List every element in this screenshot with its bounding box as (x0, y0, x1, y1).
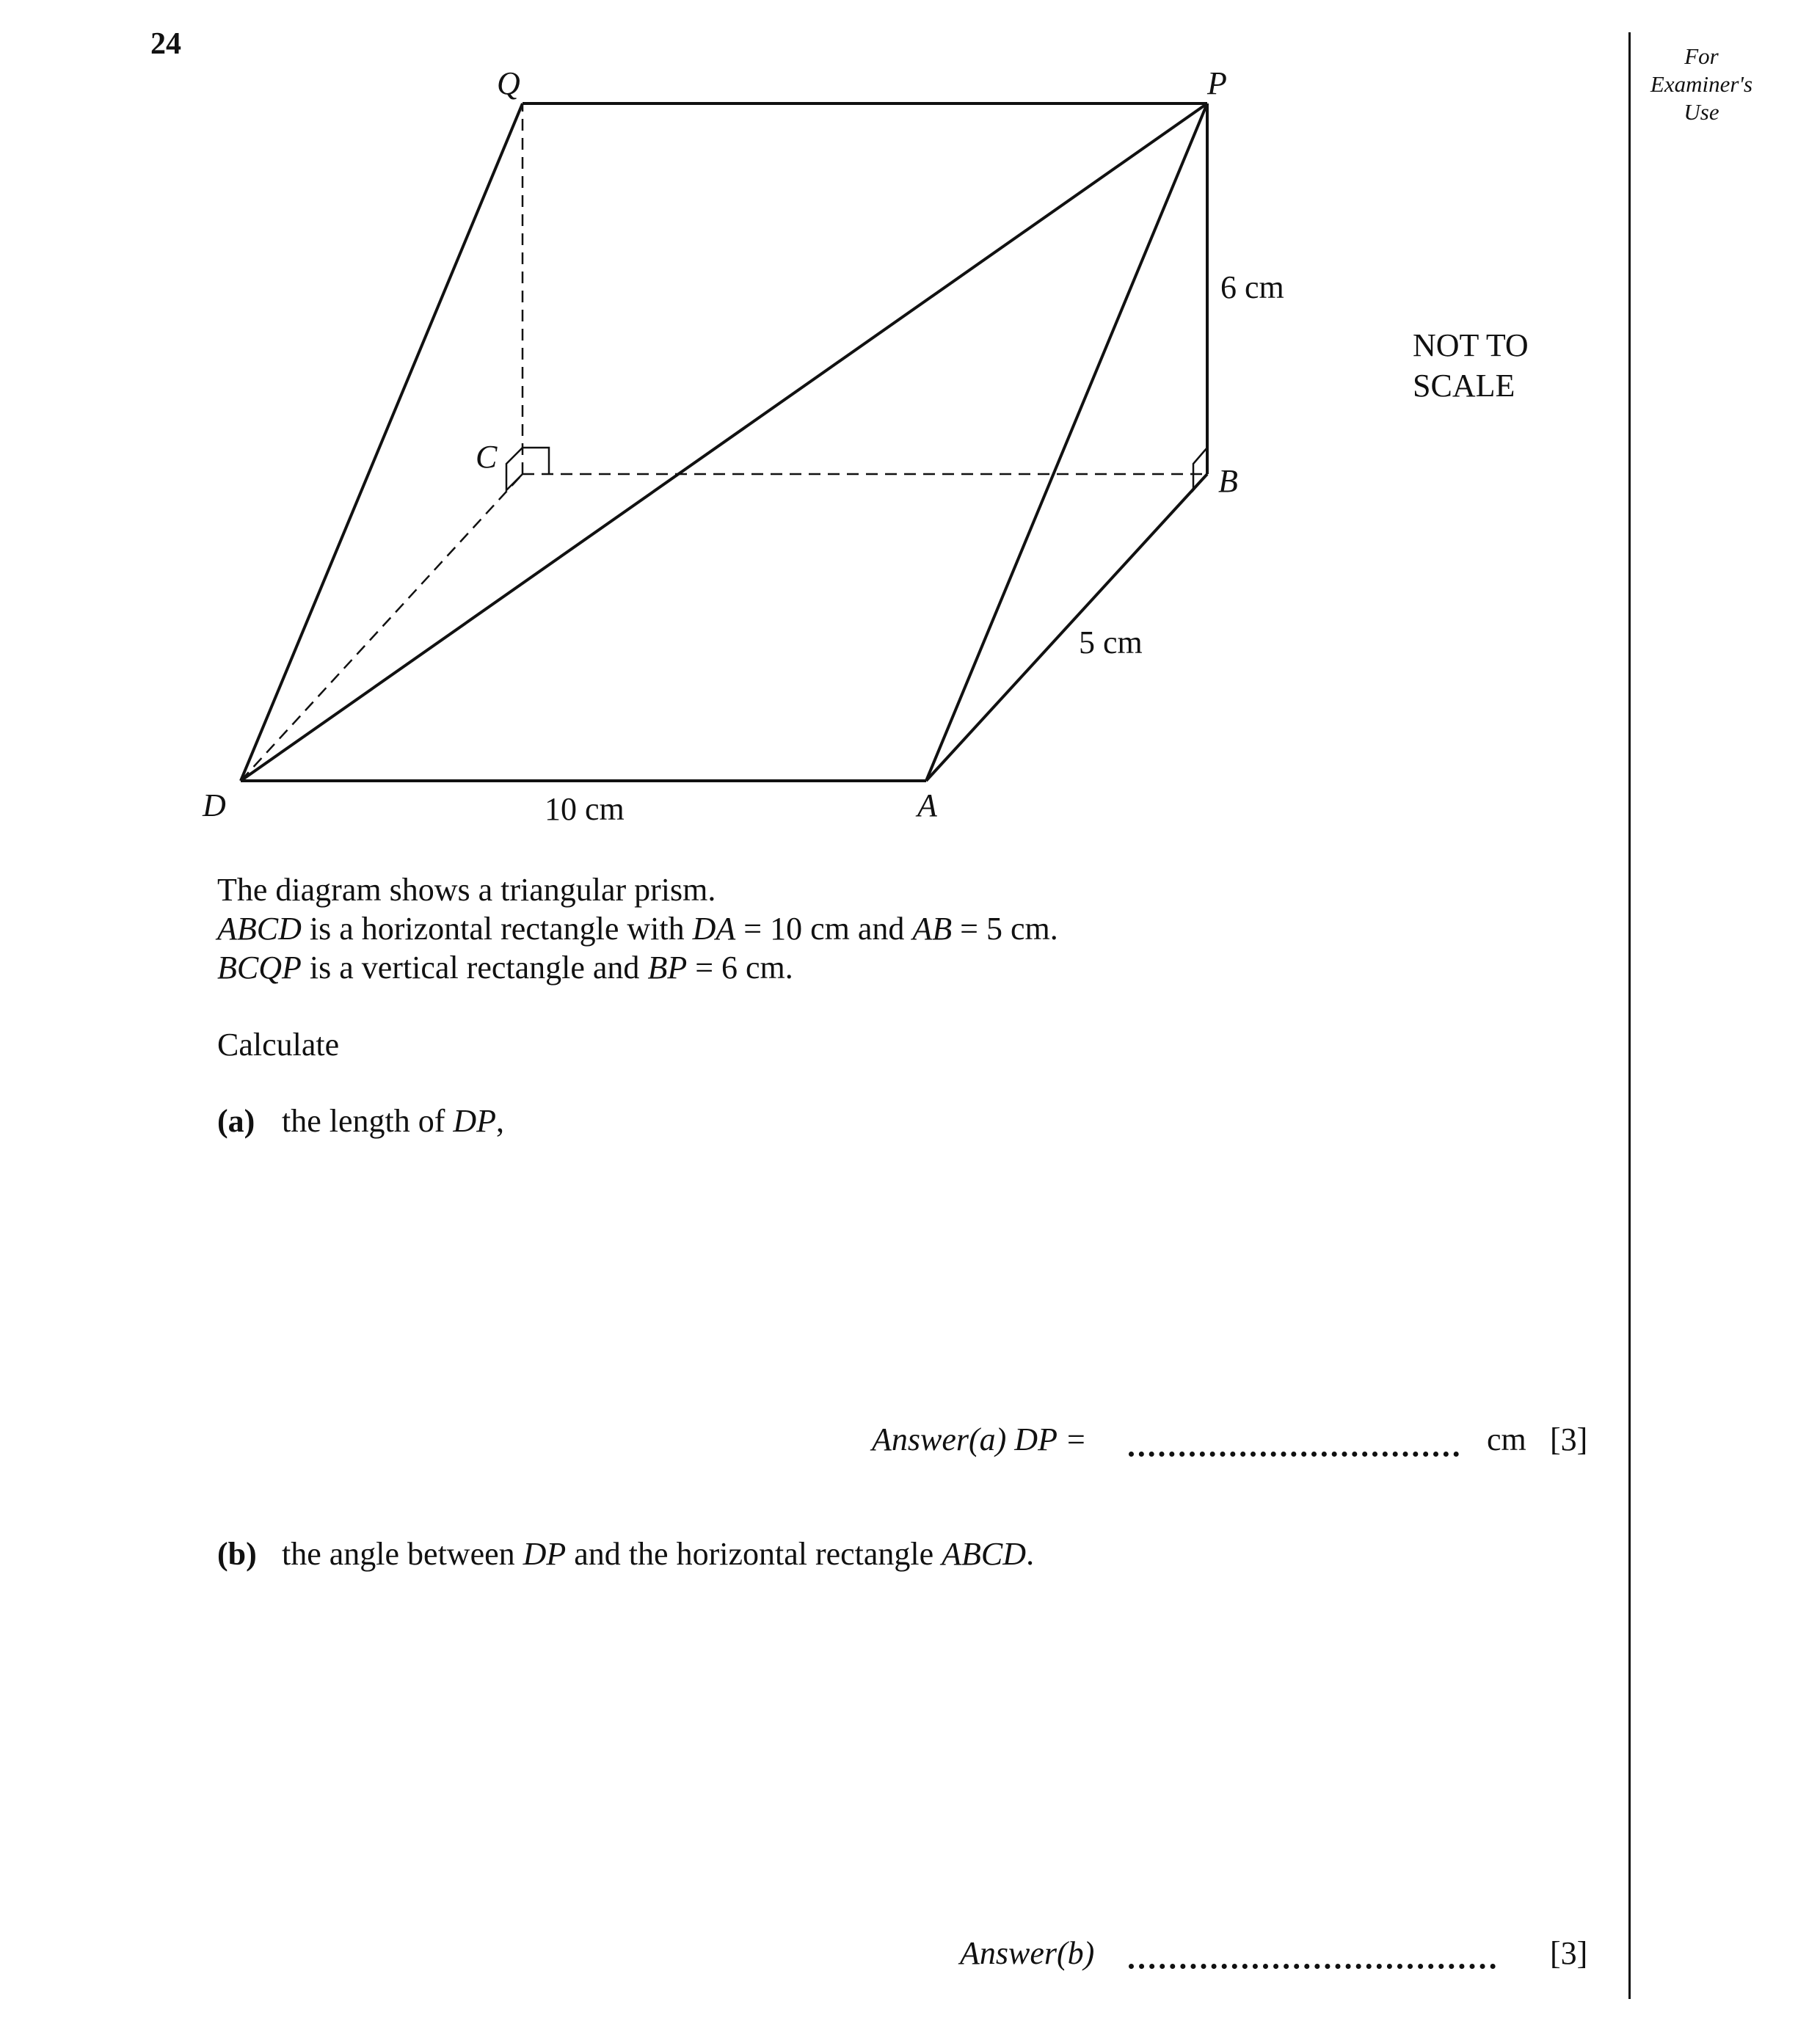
edge-DP (241, 103, 1207, 781)
prism-diagram (0, 0, 1321, 866)
answer-b-label: Answer(b) (960, 1935, 1095, 1971)
answer-a-label: Answer(a) DP = (872, 1421, 1087, 1457)
edge-AB (926, 474, 1207, 781)
intro-line3 (217, 948, 1058, 987)
not-to-scale-line2: SCALE (1413, 368, 1515, 404)
right-angle-marker-C (506, 448, 549, 490)
answer-b-field[interactable] (1129, 1964, 1496, 1969)
part-a-question (217, 1102, 504, 1140)
rect-name-ABCD: ABCD (217, 911, 302, 947)
examiner-use-label (1634, 43, 1769, 126)
measurement-BP: 6 cm (1220, 269, 1284, 305)
measurement-AB: 5 cm (1079, 624, 1143, 660)
answer-a-field[interactable] (1129, 1452, 1459, 1457)
part-b-text-mid: and the horizontal rectangle (566, 1536, 942, 1572)
intro-line2-text: is a horizontal rectangle with (301, 911, 693, 947)
part-a-punct: , (496, 1103, 505, 1139)
not-to-scale-note (1413, 325, 1529, 406)
examiner-column-divider (1628, 32, 1631, 1999)
part-b-var-ABCD: ABCD (942, 1536, 1027, 1572)
examiner-label-line3: Use (1684, 99, 1719, 125)
question-number: 24 (150, 27, 181, 61)
part-b-var-DP: DP (523, 1536, 567, 1572)
examiner-label-line2: Examiner's (1650, 71, 1753, 97)
part-b-text: the angle between (282, 1536, 523, 1572)
part-b-question (217, 1535, 1034, 1573)
intro-line3-text: is a vertical rectangle and (301, 950, 648, 986)
vertex-label-Q: Q (497, 65, 520, 101)
var-DA: DA (692, 911, 736, 947)
intro-ab-value: = 5 cm. (952, 911, 1058, 947)
vertex-label-P: P (1207, 65, 1227, 101)
var-BP: BP (647, 950, 688, 986)
question-intro (217, 870, 1058, 987)
measurement-DA: 10 cm (545, 791, 625, 827)
intro-bp-value: = 6 cm. (687, 950, 793, 986)
intro-line2 (217, 909, 1058, 948)
part-b-label: (b) (217, 1536, 257, 1572)
intro-da-value: = 10 cm and (735, 911, 913, 947)
var-AB: AB (912, 911, 953, 947)
rect-name-BCQP: BCQP (217, 950, 302, 986)
hidden-edge-DC (241, 474, 523, 781)
part-a-var: DP (453, 1103, 497, 1139)
intro-line1: The diagram shows a triangular prism. (217, 872, 716, 908)
edge-AP (926, 103, 1207, 781)
answer-a-marks: [3] (1550, 1421, 1588, 1457)
examiner-label-line1: For (1684, 43, 1719, 69)
not-to-scale-line1: NOT TO (1413, 327, 1529, 363)
vertex-label-A: A (917, 787, 937, 823)
part-a-text: the length of (282, 1103, 454, 1139)
vertex-label-B: B (1218, 463, 1238, 499)
calculate-label: Calculate (217, 1027, 340, 1063)
part-a-label: (a) (217, 1103, 255, 1139)
part-b-punct: . (1026, 1536, 1035, 1572)
vertex-label-C: C (476, 439, 498, 475)
answer-b-marks: [3] (1550, 1935, 1588, 1971)
vertex-label-D: D (203, 787, 226, 823)
answer-a-unit: cm (1487, 1421, 1526, 1457)
